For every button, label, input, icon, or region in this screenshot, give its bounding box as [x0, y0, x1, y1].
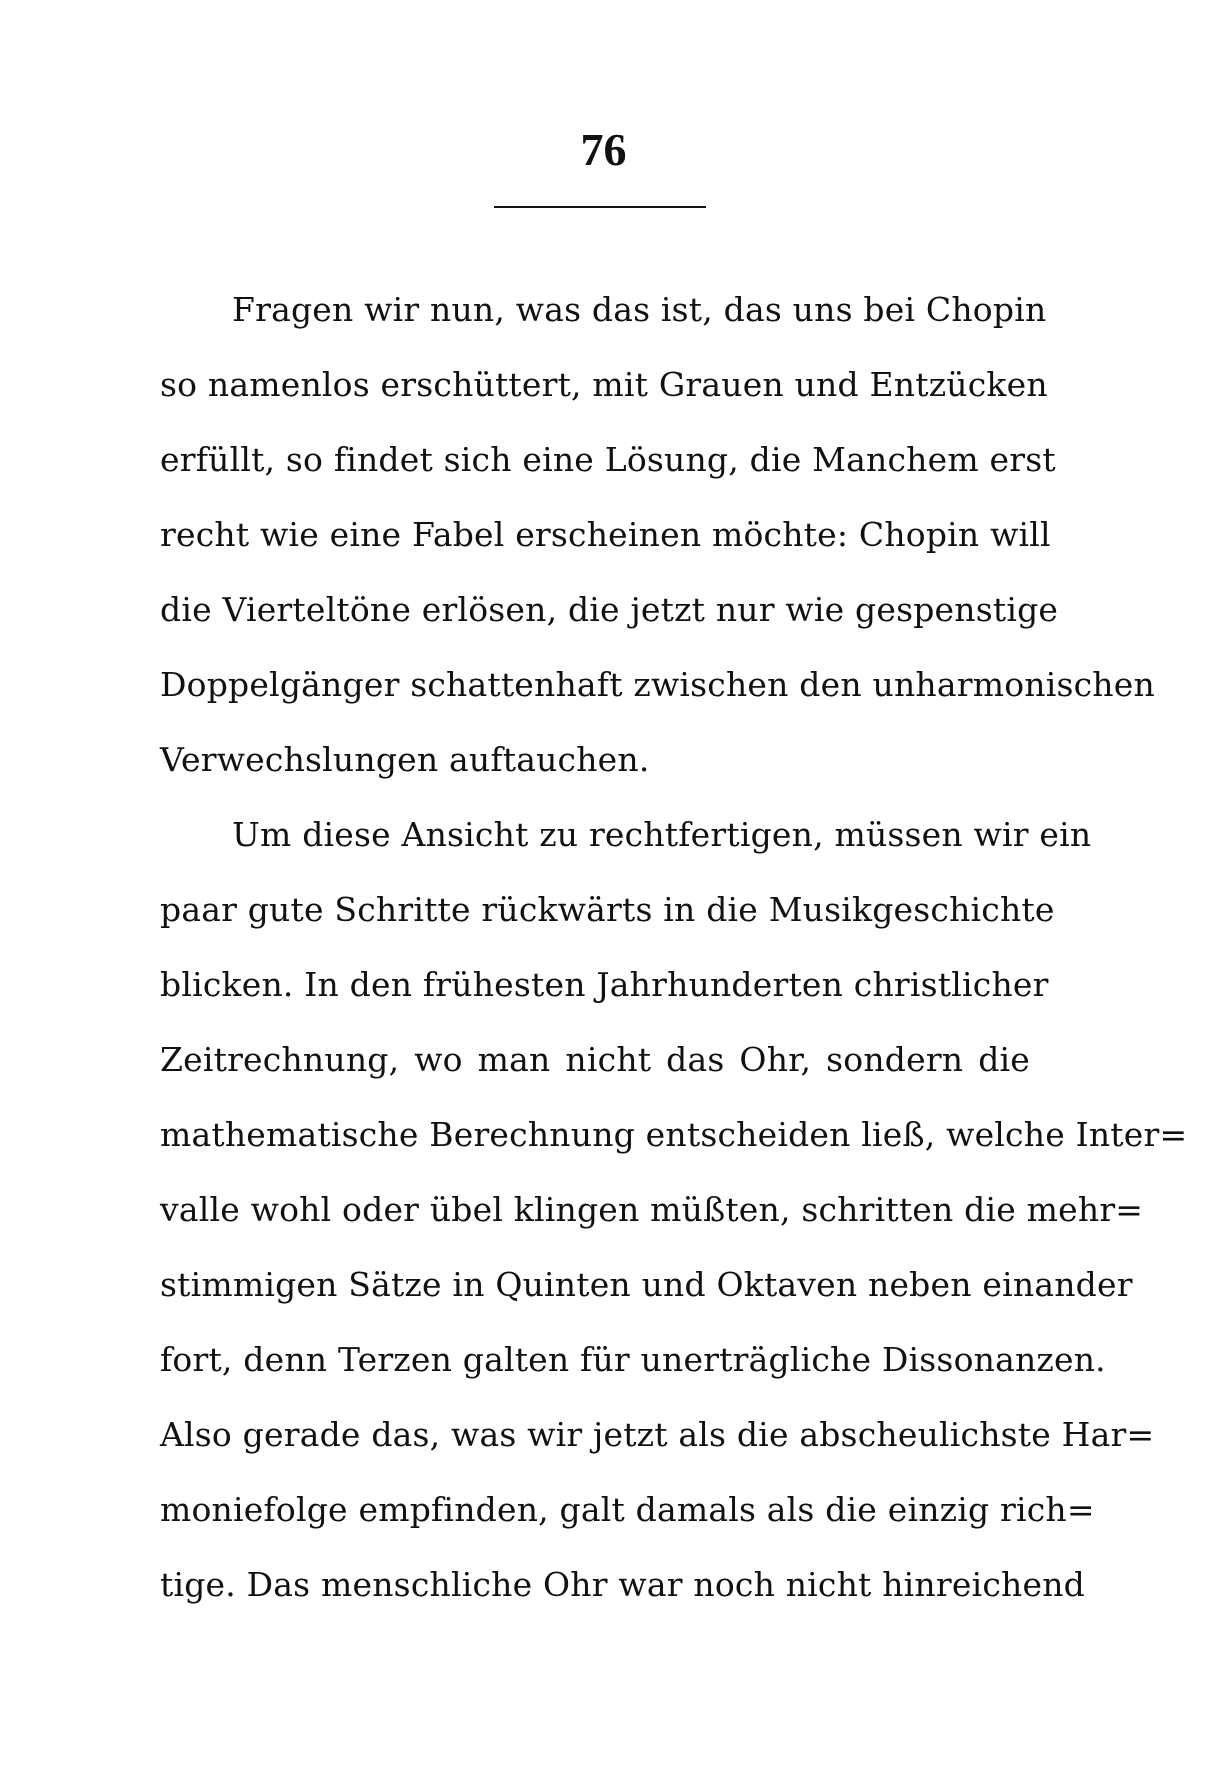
- text-line: Zeitrechnung, wo man nicht das Ohr, sondern die: [160, 1040, 1030, 1079]
- paragraph: [160, 272, 1155, 797]
- text-line: fort, denn Terzen galten für unerträgliche Dissonanzen.: [160, 1340, 1106, 1379]
- text-line: blicken. In den frühesten Jahrhunderten christlicher: [160, 965, 1049, 1004]
- text-line: Doppelgänger schattenhaft zwischen den unharmonischen: [160, 665, 1155, 704]
- text-line: Fragen wir nun, was das ist, das uns bei Chopin: [232, 290, 1047, 329]
- text-line: die Vierteltöne erlösen, die jetzt nur wie gespenstige: [160, 590, 1059, 629]
- page-number: 76: [580, 124, 627, 175]
- text-line: stimmigen Sätze in Quinten und Oktaven neben einander: [160, 1265, 1133, 1304]
- paragraph: [160, 797, 1188, 1622]
- text-line: so namenlos erschüttert, mit Grauen und Entzücken: [160, 365, 1048, 404]
- text-line: paar gute Schritte rückwärts in die Musikgeschichte: [160, 890, 1055, 929]
- text-line: recht wie eine Fabel erscheinen möchte: Chopin will: [160, 515, 1051, 554]
- body-text: [160, 272, 1188, 1622]
- text-line: tige. Das menschliche Ohr war noch nicht hinreichend: [160, 1565, 1085, 1604]
- text-line: Um diese Ansicht zu rechtfertigen, müssen wir ein: [232, 815, 1092, 854]
- text-line: erfüllt, so findet sich eine Lösung, die Manchem erst: [160, 440, 1056, 479]
- text-line: mathematische Berechnung entscheiden ließ, welche Inter=: [160, 1115, 1188, 1154]
- text-line: moniefolge empfinden, galt damals als die einzig rich=: [160, 1490, 1095, 1529]
- text-line: Verwechslungen auftauchen.: [160, 740, 650, 779]
- text-line: Also gerade das, was wir jetzt als die abscheulichste Har=: [160, 1415, 1155, 1454]
- text-line: valle wohl oder übel klingen müßten, schritten die mehr=: [160, 1190, 1144, 1229]
- header-rule: [494, 206, 706, 208]
